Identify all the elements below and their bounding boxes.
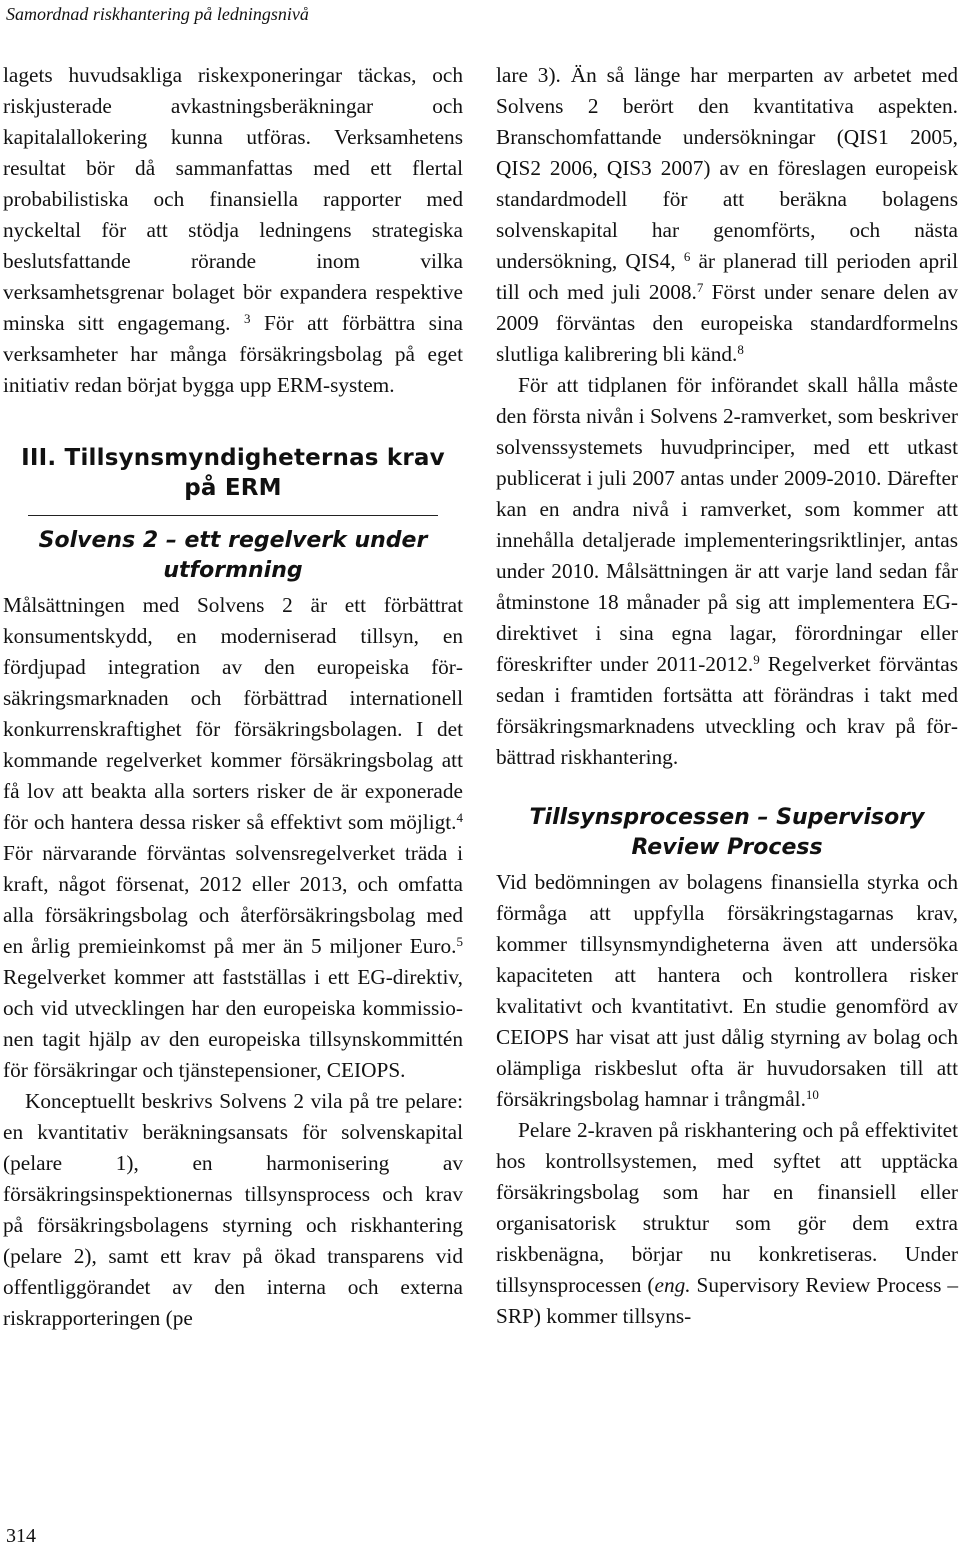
body-paragraph <box>496 60 958 370</box>
body-paragraph: Konceptuellt beskrivs Solvens 2 vila på tre pelare: en kvantitativ beräkningsansats för solvenskapital (pelare 1), en harmonisering av försäkringsinspektionernas tillsynsprocess och krav på försäkringsbolagens styrning och riskhantering (pelare 2), samt ett krav på ökad transparens vid offentliggörandet av den interna och externa riskrapporteringen (pe <box>3 1089 463 1330</box>
body-paragraph <box>496 867 958 1115</box>
paragraph-text: är planerad till perioden april till och med juli 2008. <box>496 249 959 304</box>
page-number: 314 <box>6 1525 36 1547</box>
paragraph-text: För närvarande förväntas solvensregelverket träda i kraft, något försenat, 2012 eller 2013, och omfatta alla försäkringsbolag och återförsäkringsbolag med en årlig premieinkomst på mer än 5 miljoner Euro. <box>3 841 463 958</box>
footnote-ref: 4 <box>456 810 463 825</box>
paragraph-text: Pelare 2-kraven på riskhantering och på effektivitet hos kontrollsystemen, med syftet att upptäcka försäkringsbolag som har en finansiell eller organisatorisk struktur som gör dem extra riskbenägna, börjar nu konkretiseras. Under tillsynsprocessen ( <box>496 1118 958 1297</box>
footnote-ref: 5 <box>456 934 463 949</box>
footnote-ref: 3 <box>244 311 251 326</box>
body-paragraph <box>3 60 463 401</box>
body-paragraph <box>3 590 463 1086</box>
paragraph-text: Vid bedömningen av bolagens finansiella styrka och förmåga att uppfylla försäkringstagarnas krav, kommer tillsynsmyndigheterna även att undersöka kapaciteten att hantera och kontrollera risker kvalitativt och kvantitativt. En studie genomförd av CEIOPS har visat att just dålig styrning av bolag och olämpliga riskbeslut ofta är huvudorsaken till att försäkringsbolag hamnar i trångmål. <box>496 870 958 1111</box>
paragraph-text: lare 3). Än så länge har merparten av arbetet med Solvens 2 berört den kvantitativa aspekten. Branschomfattande undersökningar (QIS1 2005, QIS2 2006, QIS3 2007) av en föreslagen europeisk standardmodell för att beräkna bolagens solvenskapital har genomförts, och nästa undersökning, QIS4, <box>496 63 958 273</box>
section-heading: III. Tillsynsmyndigheternas krav på ERM <box>21 445 445 501</box>
footnote-ref: 7 <box>696 280 704 295</box>
left-column <box>3 60 463 1334</box>
paragraph-text: Supervisory Review Process – SRP) kommer tillsyns- <box>496 1273 958 1328</box>
body-paragraph <box>496 370 958 773</box>
body-paragraph <box>496 1115 958 1332</box>
paragraph-text: Regelverket förväntas sedan i framtiden fortsätta att förändras i takt med försäkringsmarknadens utveckling och krav på förbättrad riskhantering. <box>496 652 958 769</box>
subsection-heading: Tillsynsprocessen – Supervisory Review Process <box>529 805 925 860</box>
right-column <box>496 60 958 1332</box>
running-head: Samordnad riskhantering på ledningsnivå <box>6 4 309 24</box>
paragraph-text: För att tidplanen för införandet skall hålla måste den första nivån i Solvens 2-ramverket, som beskriver solvenssystemets huvudprinciper, med ett utkast publicerat i juli 2007 antas under 2009-2010. Därefter kan en andra nivå i ramverket, som kommer att innehålla detaljerade implementeringsriktlinjer, antas under 2010. Målsättningen är att varje land sedan får åtminstone 18 månader på sig att implementera EG-direktivet i sina egna lagar, förordningar eller föreskrifter under 2011-2012. <box>496 373 958 676</box>
subsection-heading: Solvens 2 – ett regelverk under utformning <box>38 528 428 583</box>
footnote-ref: 8 <box>737 342 744 357</box>
footnote-ref: 6 <box>683 249 691 264</box>
paragraph-text: Målsättningen med Solvens 2 är ett förbättrat konsumentskydd, en moderniserad tillsyn, en fördjupad integration av den europeiska försäkringsmarknaden och förbättrad internationell konkurrenskraftighet för försäkringsbolagen. I det kommande regelverket kommer försäkringsbolag att få lov att beakta alla sorters risker de är exponerade för och hantera dessa risker så effektivt som möjligt. <box>3 593 463 834</box>
section-divider <box>28 515 438 516</box>
paragraph-text: Regelverket kommer att fastställas i ett EG-direktiv, och vid utvecklingen har den europeiska kommissionen tagit hjälp av den europeiska tillsynskommittén för försäkringar och tjänstepensioner, CEIOPS. <box>3 965 463 1082</box>
paragraph-text: Först under senare delen av 2009 förväntas den europeiska standardformelns slutliga kalibrering bli känd. <box>496 280 958 366</box>
footnote-ref: 10 <box>805 1087 819 1102</box>
footnote-ref: 9 <box>753 652 760 667</box>
paragraph-text: lagets huvudsakliga riskexponeringar täckas, och riskjusterade avkastningsberäkningar och kapitalallokering kunna utföras. Verksamhetens resultat bör då sammanfattas med ett flertal probabilistiska och finansiella rapporter med nyckeltal för att stödja ledningens strategiska beslutsfattande rörande inom vilka verksamhetsgrenar bolaget bör expandera respektive minska sitt engagemang. <box>3 63 463 335</box>
emphasis-text: eng. <box>654 1273 691 1297</box>
paragraph-text: För att förbättra sina verksamheter har många försäkringsbolag på eget initiativ redan börjat bygga upp ERM-system. <box>3 311 463 397</box>
